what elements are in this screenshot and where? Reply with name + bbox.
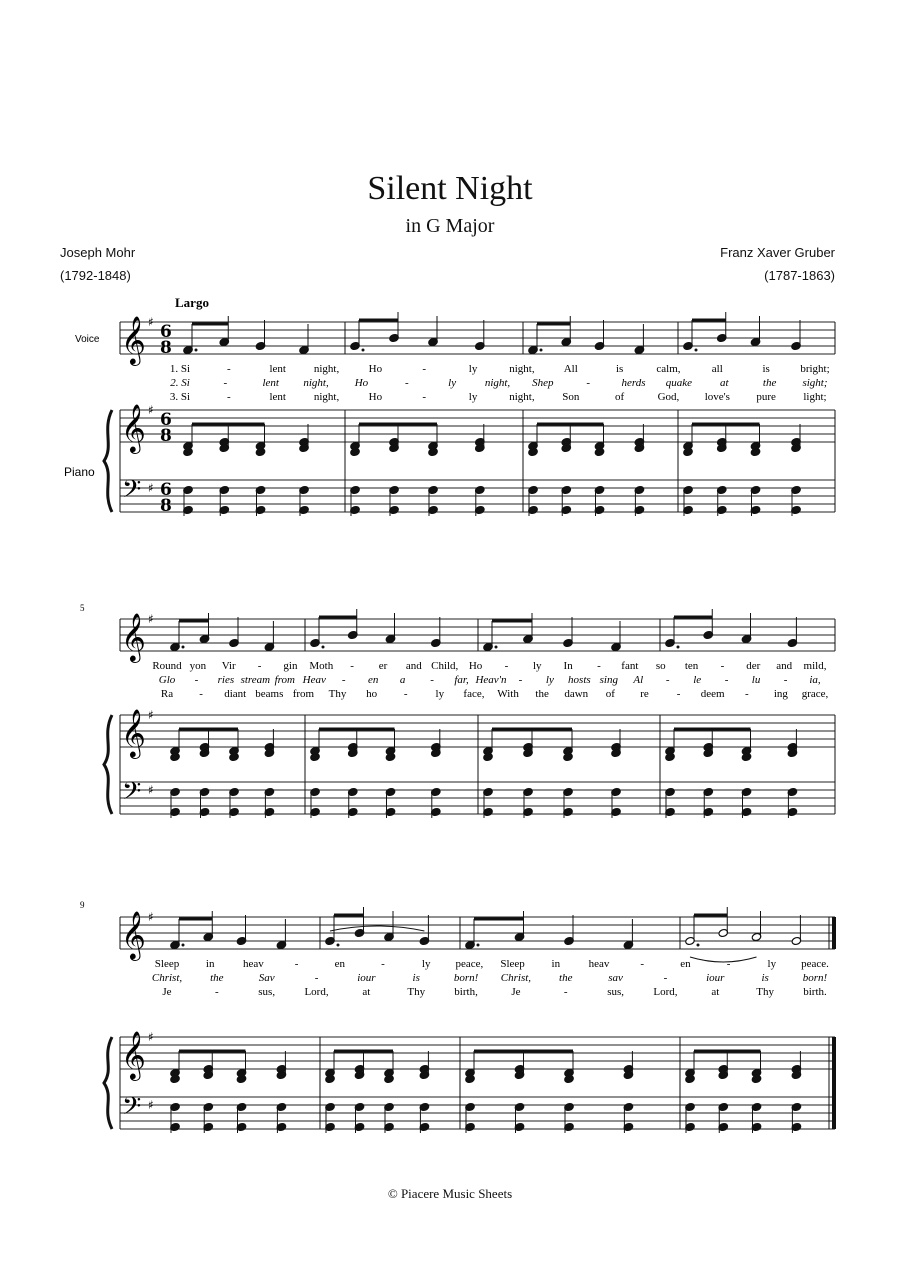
lyric-syllable: hosts xyxy=(568,674,591,686)
lyric-syllable: Ra xyxy=(160,688,174,700)
lyric-syllable: - xyxy=(783,674,788,686)
lyric-syllable: from xyxy=(292,688,315,700)
lyric-syllable: - xyxy=(294,958,299,970)
lyric-syllable: ing xyxy=(773,688,788,700)
lyric-syllable: is xyxy=(762,363,770,375)
lyric-syllable: iour xyxy=(706,972,725,984)
lyric-syllable: far, xyxy=(454,674,469,686)
lyric-syllable: ten xyxy=(684,660,699,672)
tie-slur xyxy=(690,957,757,962)
dot xyxy=(495,646,498,649)
lyric-syllable: Son xyxy=(562,391,580,403)
lyric-syllable: sus, xyxy=(258,986,276,998)
lyric-syllable: birth. xyxy=(803,986,827,998)
bass-clef: 𝄢 xyxy=(122,1092,142,1127)
lyric-syllable: Heav xyxy=(302,674,326,686)
lyric-syllable: - xyxy=(314,972,319,984)
dot xyxy=(540,349,543,352)
lyric-syllable: Vir xyxy=(221,660,236,672)
lyric-syllable: light; xyxy=(803,391,827,403)
lyric-syllable: en xyxy=(680,958,691,970)
lyricist-name: Joseph Mohr xyxy=(60,245,136,260)
lyric-syllable: so xyxy=(655,660,666,672)
lyric-syllable: 2. Si xyxy=(170,377,190,389)
lyric-syllable: All xyxy=(563,363,578,375)
lyric-syllable: Glo xyxy=(158,674,176,686)
lyric-syllable: night, xyxy=(303,377,329,389)
time-signature-bottom: 8 xyxy=(160,338,172,358)
lyric-syllable: night, xyxy=(509,363,535,375)
lyric-syllable: birth, xyxy=(454,986,478,998)
lyric-syllable: Al xyxy=(633,674,644,686)
lyric-syllable: Sav xyxy=(258,972,275,984)
lyric-syllable: ly xyxy=(545,674,554,686)
lyric-syllable: With xyxy=(497,688,519,700)
lyric-syllable: - xyxy=(403,688,408,700)
lyric-syllable: - xyxy=(640,958,645,970)
key-sharp: ♯ xyxy=(148,1098,154,1112)
lyric-syllable: sus, xyxy=(607,986,625,998)
lyric-syllable: fant xyxy=(621,660,639,672)
lyric-syllable: deem xyxy=(700,688,725,700)
lyric-syllable: - xyxy=(227,363,231,375)
lyric-syllable: Lord, xyxy=(653,986,678,998)
lyric-syllable: sav xyxy=(608,972,623,984)
dot xyxy=(337,944,340,947)
lyric-syllable: - xyxy=(744,688,749,700)
tie-slur xyxy=(330,926,424,931)
lyric-syllable: night, xyxy=(509,391,535,403)
piano-brace xyxy=(104,1037,112,1129)
lyric-syllable: Ho xyxy=(368,363,383,375)
lyric-syllable: ly xyxy=(533,660,542,672)
time-signature-bottom: 8 xyxy=(160,496,172,516)
treble-clef: 𝄞 xyxy=(121,315,146,364)
dot xyxy=(697,944,700,947)
lyric-syllable: - xyxy=(257,660,262,672)
lyric-syllable: God, xyxy=(657,391,680,403)
lyric-syllable: sight; xyxy=(802,377,828,389)
lyric-syllable: - xyxy=(404,377,409,389)
measure-number-5: 5 xyxy=(80,603,85,613)
lyric-syllable: of xyxy=(615,391,625,403)
lyric-syllable: diant xyxy=(224,688,247,700)
lyric-syllable: Christ, xyxy=(500,972,532,984)
lyric-syllable: calm, xyxy=(656,363,681,375)
lyric-syllable: - xyxy=(563,986,568,998)
lyric-syllable: beams xyxy=(255,688,284,700)
lyric-syllable: er xyxy=(378,660,388,672)
lyric-syllable: Christ, xyxy=(151,972,183,984)
dot xyxy=(477,944,480,947)
key-sharp: ♯ xyxy=(148,403,154,417)
piano-brace xyxy=(104,410,112,512)
lyric-syllable: heav xyxy=(588,958,610,970)
lyric-syllable: ly xyxy=(421,958,431,970)
dot xyxy=(195,349,198,352)
lyric-syllable: - xyxy=(341,674,346,686)
lyric-syllable: - xyxy=(215,986,219,998)
treble-clef: 𝄞 xyxy=(121,708,146,757)
lyric-syllable: - xyxy=(194,674,199,686)
lyric-syllable: quake xyxy=(665,377,693,389)
lyric-syllable: heav xyxy=(243,958,264,970)
lyric-syllable: lent xyxy=(269,391,286,403)
lyric-syllable: mild, xyxy=(803,660,827,672)
key-sharp: ♯ xyxy=(148,481,154,495)
lyric-syllable: face, xyxy=(463,688,485,700)
lyric-syllable: from xyxy=(274,674,296,686)
lyric-syllable: at xyxy=(720,377,729,389)
lyric-syllable: re xyxy=(640,688,649,700)
dot xyxy=(362,349,365,352)
treble-clef: 𝄞 xyxy=(121,910,146,959)
lyric-syllable: grace, xyxy=(801,688,829,700)
score-title: Silent Night xyxy=(367,170,533,207)
lyric-syllable: Shep xyxy=(532,377,554,389)
tempo-marking: Largo xyxy=(175,295,209,310)
lyric-syllable: bright; xyxy=(800,363,830,375)
lyric-syllable: peace. xyxy=(801,958,829,970)
lyric-syllable: a xyxy=(399,674,406,686)
lyric-syllable: - xyxy=(422,363,427,375)
piano-brace xyxy=(104,715,112,814)
lyric-syllable: the xyxy=(535,688,549,700)
lyric-syllable: Lord, xyxy=(304,986,329,998)
lyric-syllable: - xyxy=(586,377,591,389)
lyric-syllable: le xyxy=(693,674,702,686)
lyric-syllable: love's xyxy=(704,391,730,403)
lyric-syllable: is xyxy=(615,363,624,375)
lyric-syllable: the xyxy=(762,377,777,389)
lyric-syllable: and xyxy=(776,660,793,672)
lyric-syllable: 3. Si xyxy=(169,391,191,403)
lyric-syllable: 1. Si xyxy=(169,363,191,375)
score-subtitle: in G Major xyxy=(405,215,495,237)
lyric-syllable: - xyxy=(504,660,509,672)
lyric-syllable: - xyxy=(665,674,670,686)
lyric-syllable: night, xyxy=(484,377,511,389)
lyric-syllable: born! xyxy=(453,972,479,984)
dot xyxy=(695,349,698,352)
lyric-syllable: - xyxy=(663,972,668,984)
lyric-syllable: gin xyxy=(283,660,298,672)
dot xyxy=(182,646,185,649)
composer-name: Franz Xaver Gruber xyxy=(720,245,835,260)
lyric-syllable: in xyxy=(551,958,561,970)
lyric-syllable: - xyxy=(597,660,601,672)
dot xyxy=(182,944,185,947)
lyric-syllable: stream xyxy=(240,674,271,686)
lyric-syllable: dawn xyxy=(564,688,589,700)
lyric-syllable: Sleep xyxy=(500,958,525,970)
time-signature-top: 6 xyxy=(160,322,172,342)
lyric-syllable: is xyxy=(761,972,769,984)
lyric-syllable: ia, xyxy=(809,674,821,686)
lyric-syllable: ly xyxy=(448,377,457,389)
time-signature-top: 6 xyxy=(160,410,172,430)
lyric-syllable: sing xyxy=(599,674,618,686)
copyright-footer: © Piacere Music Sheets xyxy=(387,1186,513,1201)
lyric-syllable: yon xyxy=(189,660,207,672)
lyric-syllable: ries xyxy=(217,674,235,686)
lyric-syllable: ly xyxy=(468,391,478,403)
lyric-syllable: In xyxy=(563,660,573,672)
lyric-syllable: herds xyxy=(621,377,646,389)
lyric-syllable: lu xyxy=(751,674,761,686)
key-sharp: ♯ xyxy=(148,315,154,329)
key-sharp: ♯ xyxy=(148,1030,154,1044)
lyric-syllable: Child, xyxy=(431,660,459,672)
lyric-syllable: - xyxy=(227,391,231,403)
lyric-syllable: ho xyxy=(366,688,378,700)
treble-clef: 𝄞 xyxy=(121,1030,146,1079)
lyric-syllable: en xyxy=(334,958,345,970)
key-sharp: ♯ xyxy=(148,708,154,722)
lyric-syllable: the xyxy=(559,972,573,984)
lyric-syllable: night, xyxy=(313,391,340,403)
measure-number-9: 9 xyxy=(80,900,85,910)
lyric-syllable: iour xyxy=(357,972,376,984)
lyric-syllable: ly xyxy=(767,958,777,970)
bass-clef: 𝄢 xyxy=(122,777,142,812)
lyric-syllable: night, xyxy=(313,363,340,375)
dot xyxy=(322,646,325,649)
lyric-syllable: the xyxy=(210,972,224,984)
lyric-syllable: Sleep xyxy=(154,958,180,970)
lyric-syllable: Ho xyxy=(468,660,483,672)
lyric-syllable: lent xyxy=(269,363,286,375)
lyric-syllable: - xyxy=(381,958,385,970)
treble-clef: 𝄞 xyxy=(121,403,146,452)
dot xyxy=(677,646,680,649)
key-sharp: ♯ xyxy=(148,612,154,626)
lyric-syllable: Heav'n xyxy=(475,674,507,686)
lyric-syllable: lent xyxy=(262,377,279,389)
lyric-syllable: en xyxy=(367,674,379,686)
lyric-syllable: all xyxy=(711,363,723,375)
lyric-syllable: - xyxy=(518,674,523,686)
treble-clef: 𝄞 xyxy=(121,612,146,661)
piano-label: Piano xyxy=(64,465,95,479)
lyric-syllable: der xyxy=(746,660,761,672)
lyric-syllable: born! xyxy=(802,972,828,984)
lyric-syllable: in xyxy=(205,958,215,970)
lyric-syllable: - xyxy=(726,958,731,970)
lyric-syllable: Thy xyxy=(328,688,347,700)
lyric-syllable: and xyxy=(405,660,422,672)
time-signature-top: 6 xyxy=(160,480,172,500)
lyric-syllable: Ho xyxy=(368,391,383,403)
lyric-syllable: - xyxy=(720,660,725,672)
lyric-syllable: peace, xyxy=(455,958,484,970)
key-sharp: ♯ xyxy=(148,910,154,924)
lyric-syllable: Ho xyxy=(354,377,369,389)
lyric-syllable: of xyxy=(605,688,615,700)
lyric-syllable: Thy xyxy=(756,986,775,998)
lyric-syllable: - xyxy=(676,688,681,700)
lyric-syllable: - xyxy=(350,660,354,672)
lyric-syllable: - xyxy=(724,674,729,686)
lyric-syllable: - xyxy=(422,391,427,403)
key-sharp: ♯ xyxy=(148,783,154,797)
lyric-syllable: Je xyxy=(511,986,521,998)
lyric-syllable: at xyxy=(362,986,371,998)
bass-clef: 𝄢 xyxy=(122,475,142,510)
composer-dates: (1787-1863) xyxy=(764,268,835,283)
lyric-syllable: is xyxy=(412,972,420,984)
lyric-syllable: - xyxy=(223,377,228,389)
lyric-syllable: ly xyxy=(435,688,445,700)
lyric-syllable: pure xyxy=(756,391,776,403)
lyric-syllable: Round xyxy=(152,660,182,672)
lyric-syllable: ly xyxy=(468,363,478,375)
lyric-syllable: Thy xyxy=(407,986,426,998)
lyric-syllable: - xyxy=(430,674,434,686)
lyric-syllable: Je xyxy=(162,986,172,998)
lyric-syllable: at xyxy=(711,986,720,998)
time-signature-bottom: 8 xyxy=(160,426,172,446)
lyric-syllable: Moth xyxy=(309,660,334,672)
lyricist-dates: (1792-1848) xyxy=(60,268,131,283)
voice-label: Voice xyxy=(75,334,100,345)
lyric-syllable: - xyxy=(199,688,203,700)
